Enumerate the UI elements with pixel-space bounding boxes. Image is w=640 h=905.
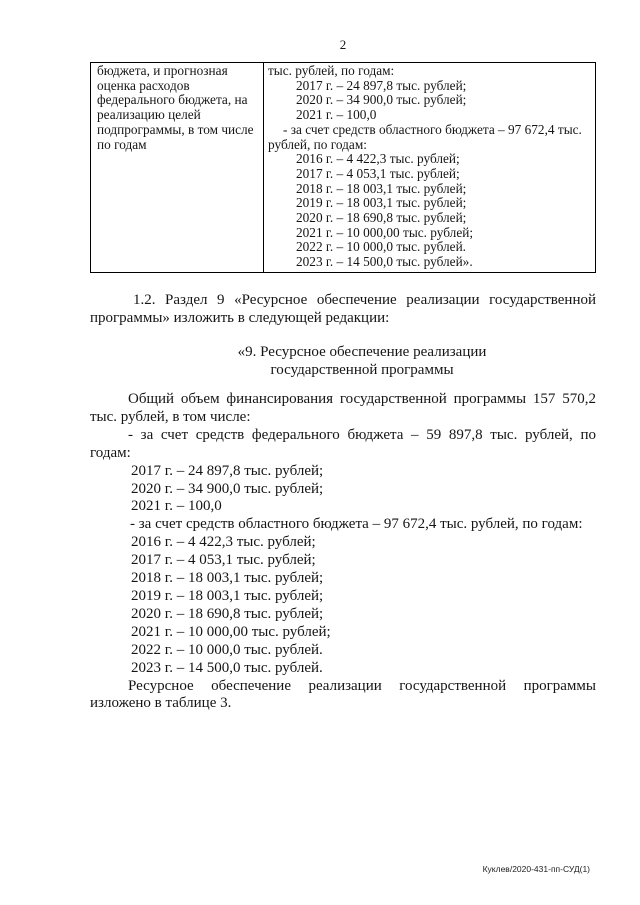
federal-year-item: 2021 г. – 100,0 <box>131 498 222 515</box>
regional-year-item: 2023 г. – 14 500,0 тыс. рублей. <box>131 659 323 676</box>
paragraph-line: 1.2. Раздел 9 «Ресурсное обеспечение реализации государственной <box>133 292 596 308</box>
table-left-cell <box>91 63 264 272</box>
closing-line: изложено в таблице 3. <box>90 695 232 712</box>
regional-lead-line: - за счет средств областного бюджета – 97 672,4 тыс. рублей, по годам: <box>130 516 583 533</box>
document-code-footer: Куклев/2020-431-пп-СУД(1) <box>482 864 590 874</box>
table-right-line: рублей, по годам: <box>268 136 367 152</box>
table-right-cell <box>264 63 595 272</box>
table-right-line: тыс. рублей, по годам: <box>268 63 395 78</box>
heading-line: государственной программы <box>270 362 454 378</box>
section-heading <box>128 343 596 379</box>
table-left-line: оценка расходов <box>97 77 190 93</box>
table-right-line: 2020 г. – 34 900,0 тыс. рублей; <box>296 92 467 108</box>
section-body <box>90 391 596 713</box>
table-right-line: - за счет средств областного бюджета – 97 672,4 тыс. <box>283 121 582 137</box>
federal-year-item: 2017 г. – 24 897,8 тыс. рублей; <box>131 462 324 479</box>
page-number: 2 <box>339 37 347 52</box>
passport-table-fragment <box>90 62 596 273</box>
closing-line: Ресурсное обеспечение реализации государственной программы <box>128 677 596 694</box>
regional-year-item: 2018 г. – 18 003,1 тыс. рублей; <box>131 570 324 587</box>
table-left-line: реализацию целей <box>97 107 201 123</box>
table-right-line: 2022 г. – 10 000,0 тыс. рублей. <box>296 239 467 255</box>
regional-year-item: 2022 г. – 10 000,0 тыс. рублей. <box>131 641 323 658</box>
table-left-line: федерального бюджета, на <box>97 92 248 108</box>
regional-year-item: 2017 г. – 4 053,1 тыс. рублей; <box>131 552 316 569</box>
federal-lead-line: - за счет средств федерального бюджета – 59 897,8 тыс. рублей, по <box>128 426 596 443</box>
table-right-line: 2021 г. – 100,0 <box>296 107 377 123</box>
intro-line: Общий объем финансирования государственной программы 157 570,2 <box>128 391 596 407</box>
paragraph-line: программы» изложить в следующей редакции: <box>90 310 390 326</box>
regional-year-item: 2021 г. – 10 000,00 тыс. рублей; <box>131 623 331 640</box>
table-right-line: 2018 г. – 18 003,1 тыс. рублей; <box>296 180 467 196</box>
table-left-line: подпрограммы, в том числе <box>97 121 254 137</box>
heading-line: «9. Ресурсное обеспечение реализации <box>237 344 487 360</box>
federal-lead-line: годам: <box>90 444 131 461</box>
regional-year-item: 2016 г. – 4 422,3 тыс. рублей; <box>131 534 316 551</box>
table-right-line: 2016 г. – 4 422,3 тыс. рублей; <box>296 151 460 167</box>
table-right-line: 2020 г. – 18 690,8 тыс. рублей; <box>296 210 467 226</box>
table-right-line: 2021 г. – 10 000,00 тыс. рублей; <box>296 224 474 240</box>
table-left-line: по годам <box>97 136 147 152</box>
federal-year-item: 2020 г. – 34 900,0 тыс. рублей; <box>131 480 324 497</box>
table-left-line: бюджета, и прогнозная <box>97 63 228 78</box>
table-right-line: 2017 г. – 4 053,1 тыс. рублей; <box>296 165 460 181</box>
regional-year-item: 2019 г. – 18 003,1 тыс. рублей; <box>131 587 324 604</box>
regional-year-item: 2020 г. – 18 690,8 тыс. рублей; <box>131 605 324 622</box>
intro-line: тыс. рублей, в том числе: <box>90 408 251 425</box>
table-right-line: 2019 г. – 18 003,1 тыс. рублей; <box>296 195 467 211</box>
table-right-line: 2023 г. – 14 500,0 тыс. рублей». <box>296 254 473 270</box>
table-right-line: 2017 г. – 24 897,8 тыс. рублей; <box>296 77 467 93</box>
clause-1-2 <box>90 291 596 327</box>
